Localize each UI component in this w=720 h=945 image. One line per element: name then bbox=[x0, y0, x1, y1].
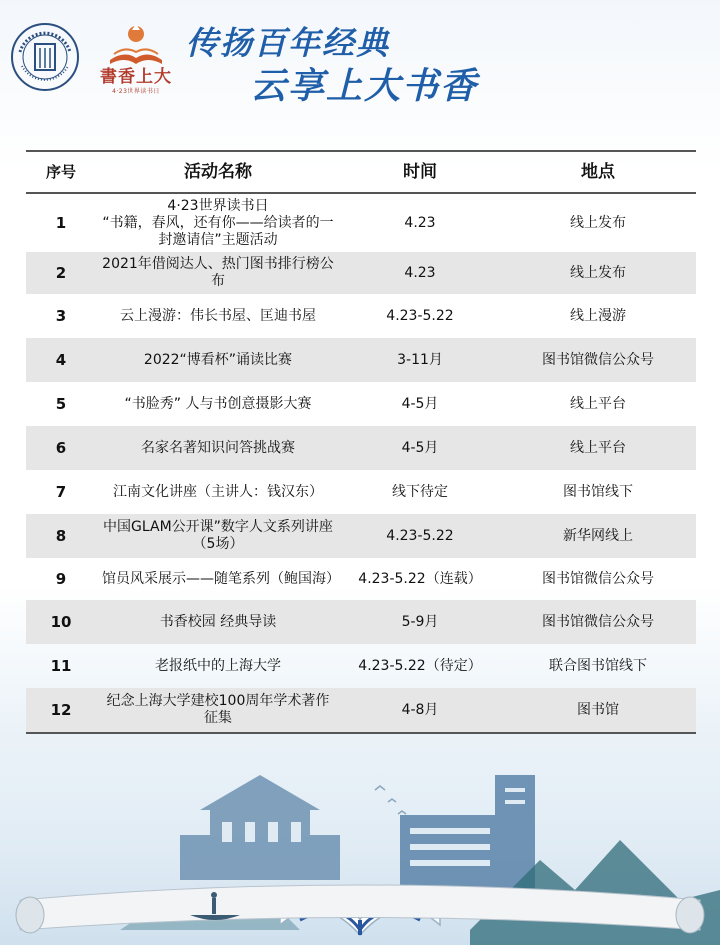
header bbox=[0, 0, 720, 140]
table-row bbox=[26, 294, 696, 338]
row-time: 4.23-5.22（待定） bbox=[358, 657, 482, 674]
slogan-line-1: 传扬百年经典 bbox=[186, 24, 391, 62]
row-activity-name: 云上漫游：伟长书屋、匡迪书屋 bbox=[120, 307, 316, 324]
brand-name: 書香上大 bbox=[100, 67, 172, 87]
table-row bbox=[26, 470, 696, 514]
row-number: 1 bbox=[55, 213, 67, 232]
row-time: 4.23-5.22 bbox=[386, 527, 454, 544]
row-time: 4.23-5.22（连载） bbox=[358, 570, 482, 587]
row-number: 2 bbox=[55, 263, 67, 282]
row-activity-name: 江南文化讲座（主讲人：钱汉东） bbox=[113, 483, 323, 500]
table-row bbox=[26, 338, 696, 382]
table-header bbox=[26, 152, 696, 194]
row-place: 线上平台 bbox=[570, 395, 626, 412]
table-row bbox=[26, 558, 696, 600]
row-time: 4-5月 bbox=[401, 439, 439, 456]
table-row bbox=[26, 600, 696, 644]
brand-subtitle: 4·23世界读书日 bbox=[112, 88, 160, 95]
row-place: 线上平台 bbox=[570, 439, 626, 456]
row-activity-name: “书脸秀” 人与书创意摄影大赛 bbox=[124, 395, 312, 412]
row-time: 4-5月 bbox=[401, 395, 439, 412]
table-row bbox=[26, 382, 696, 426]
table-row bbox=[26, 194, 696, 252]
row-number: 6 bbox=[55, 438, 67, 457]
row-time: 4.23 bbox=[404, 214, 436, 231]
row-time: 线下待定 bbox=[392, 483, 448, 500]
table-row bbox=[26, 252, 696, 294]
row-number: 12 bbox=[50, 700, 72, 719]
row-place: 图书馆微信公众号 bbox=[542, 613, 654, 630]
row-activity-name: 老报纸中的上海大学 bbox=[155, 657, 281, 674]
header-place: 地点 bbox=[581, 161, 615, 182]
row-activity-name: 中国GLAM公开课”数字人文系列讲座（5场） bbox=[103, 519, 333, 552]
table-row bbox=[26, 688, 696, 732]
row-time: 5-9月 bbox=[401, 613, 439, 630]
row-place: 新华网线上 bbox=[563, 527, 633, 544]
row-number: 11 bbox=[50, 656, 72, 675]
row-activity-name: 2022“博看杯”诵读比赛 bbox=[143, 351, 293, 368]
row-activity-name: 书香校园 经典导读 bbox=[159, 613, 277, 630]
header-name: 活动名称 bbox=[184, 161, 252, 182]
row-time: 3-11月 bbox=[397, 351, 443, 368]
slogan-line-2: 云享上大书香 bbox=[250, 65, 479, 107]
row-place: 图书馆 bbox=[577, 701, 619, 718]
row-number: 4 bbox=[55, 350, 67, 369]
row-place: 图书馆线下 bbox=[563, 483, 633, 500]
header-time: 时间 bbox=[403, 161, 437, 182]
row-activity-name: 纪念上海大学建校100周年学术著作征集 bbox=[106, 693, 330, 726]
table-row bbox=[26, 514, 696, 558]
row-number: 3 bbox=[55, 306, 67, 325]
row-number: 10 bbox=[50, 612, 72, 631]
campus-illustration bbox=[0, 740, 720, 945]
row-place: 线上漫游 bbox=[570, 307, 626, 324]
row-activity-name: 名家名著知识问答挑战赛 bbox=[141, 439, 295, 456]
row-activity-name: 馆员风采展示——随笔系列（鲍国海） bbox=[102, 570, 340, 587]
library-logo bbox=[10, 22, 80, 92]
activity-table bbox=[26, 150, 696, 734]
row-time: 4-8月 bbox=[401, 701, 439, 718]
row-activity-name: 4·23世界读书日 “书籍，春风，还有你——给读者的一封邀请信”主题活动 bbox=[102, 197, 334, 248]
row-place: 线上发布 bbox=[570, 214, 626, 231]
row-number: 5 bbox=[55, 394, 67, 413]
row-place: 图书馆微信公众号 bbox=[542, 570, 654, 587]
row-place: 图书馆微信公众号 bbox=[542, 351, 654, 368]
row-time: 4.23-5.22 bbox=[386, 307, 454, 324]
row-activity-name: 2021年借阅达人、热门图书排行榜公布 bbox=[102, 256, 334, 289]
row-place: 联合图书馆线下 bbox=[549, 657, 647, 674]
table-row bbox=[26, 426, 696, 470]
header-no: 序号 bbox=[45, 162, 76, 181]
row-number: 8 bbox=[55, 526, 67, 545]
row-number: 9 bbox=[55, 569, 67, 588]
table-row bbox=[26, 644, 696, 688]
row-time: 4.23 bbox=[404, 264, 436, 281]
row-number: 7 bbox=[55, 482, 67, 501]
row-place: 线上发布 bbox=[570, 264, 626, 281]
